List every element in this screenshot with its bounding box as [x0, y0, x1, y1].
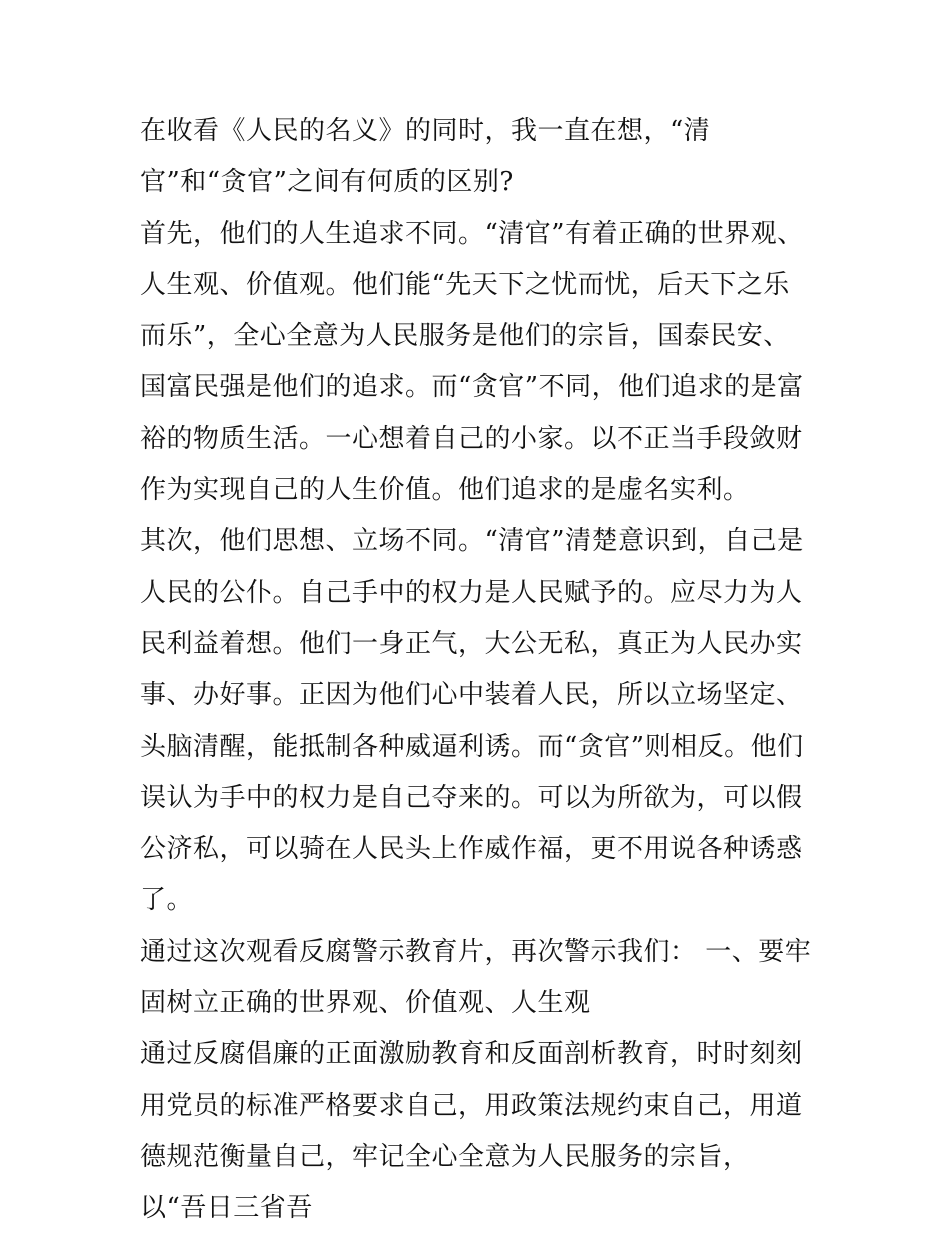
paragraph-pursuit: 首先，他们的人生追求不同。“清官”有着正确的世界观、人生观、价值观。他们能“先天下之忧而忧，后天下之乐而乐”，全心全意为人民服务是他们的宗旨，国泰民安、国富民强是他们的追求。而“贪官”不同，他们追求的是富裕的物质生活。一心想着自己的小家。以不正当手段敛财作为实现自己的人生价值。他们追求的是虚名实利。: [140, 218, 804, 506]
document-body: [140, 106, 815, 1235]
paragraph-warning: 通过这次观看反腐警示教育片，再次警示我们： 一、要牢固树立正确的世界观、价值观、人生观: [140, 936, 812, 1019]
paragraph-intro: 在收看《人民的名义》的同时，我一直在想，“清官”和“贪官”之间有何质的区别?: [140, 116, 711, 198]
paragraph-stance: 其次，他们思想、立场不同。“清官”清楚意识到，自己是人民的公仆。自己手中的权力是人民赋予的。应尽力为人民利益着想。他们一身正气，大公无私，真正为人民办实事、办好事。正因为他们心中装着人民，所以立场坚定、头脑清醒，能抵制各种威逼利诱。而“贪官”则相反。他们误认为手中的权力是自己夺来的。可以为所欲为，可以假公济私，可以骑在人民头上作威作福，更不用说各种诱惑了。: [140, 526, 804, 916]
paragraph-education: 通过反腐倡廉的正面激励教育和反面剖析教育，时时刻刻用党员的标准严格要求自己，用政策法规约束自己，用道德规范衡量自己，牢记全心全意为人民服务的宗旨，以“吾日三省吾: [140, 1039, 803, 1224]
